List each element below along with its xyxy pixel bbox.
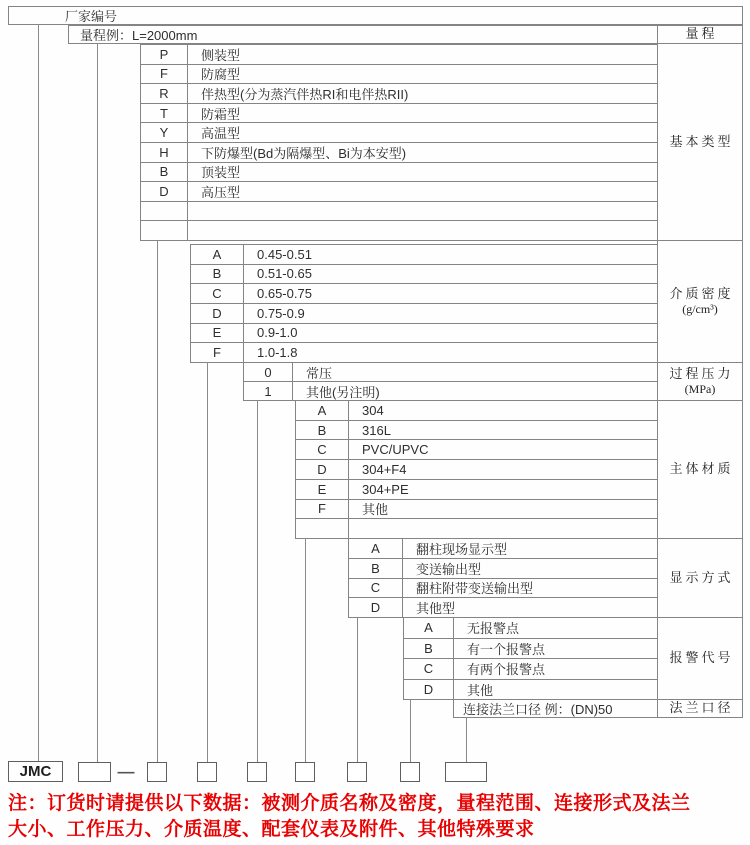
description-cell: 0.51-0.65 <box>257 266 312 282</box>
description-cell: 304+F4 <box>362 461 407 477</box>
alarm-table-row <box>404 680 657 701</box>
basic-table-row <box>141 84 657 104</box>
code-blank-box <box>400 762 420 782</box>
code-cell: F <box>296 500 349 519</box>
model-prefix-box: JMC <box>8 761 63 782</box>
description-cell: 0.65-0.75 <box>257 286 312 302</box>
code-cell <box>141 221 188 240</box>
density-table-row <box>191 324 657 344</box>
alarm-table-row <box>404 659 657 680</box>
leader-line <box>357 617 358 762</box>
description-cell: 1.0-1.8 <box>257 345 298 361</box>
side-label-range: 量程 <box>657 25 743 44</box>
order-note <box>8 791 748 843</box>
leader-line <box>257 400 258 762</box>
description-cell: PVC/UPVC <box>362 442 429 458</box>
display-mode-table <box>348 538 658 618</box>
leader-line <box>157 240 158 762</box>
flange-size-text: 连接法兰口径 例：(DN)50 <box>463 702 613 717</box>
material-table-row <box>296 401 657 421</box>
pressure-table-row <box>244 363 657 382</box>
description-cell: 高温型 <box>201 126 241 142</box>
leader-line <box>38 24 39 762</box>
code-cell: A <box>349 539 403 558</box>
code-cell: C <box>191 284 244 303</box>
description-cell: 0.9-1.0 <box>257 325 298 341</box>
description-cell: 防霜型 <box>201 106 241 122</box>
code-cell: 1 <box>244 382 293 400</box>
description-cell: 有两个报警点 <box>467 662 546 678</box>
basic-table-row <box>141 202 657 222</box>
description-cell: 无报警点 <box>467 621 520 637</box>
material-table-row <box>296 519 657 539</box>
code-cell: R <box>141 84 188 103</box>
density-table-row <box>191 245 657 265</box>
separator-dash: — <box>117 762 135 781</box>
description-cell: 316L <box>362 422 391 438</box>
side-label-body-material: 主体材质 <box>657 400 743 539</box>
description-cell: 下防爆型(Bd为隔爆型、Bi为本安型) <box>201 145 407 161</box>
leader-line <box>305 538 306 762</box>
medium-density-table <box>190 244 658 363</box>
side-label-basic-type: 基本类型 <box>657 43 743 241</box>
body-material-table <box>295 400 658 539</box>
description-cell: 其他(另注明) <box>306 384 380 400</box>
basic-table-row <box>141 221 657 241</box>
material-table-row <box>296 440 657 460</box>
code-blank-box <box>78 762 111 782</box>
description-cell: 有一个报警点 <box>467 641 546 657</box>
description-cell: 常压 <box>306 365 333 381</box>
leader-line <box>207 362 208 762</box>
code-cell: C <box>296 440 349 459</box>
description-cell: 变送输出型 <box>416 561 482 577</box>
order-note-line2: 大小、工作压力、介质温度、配套仪表及附件、其他特殊要求 <box>8 818 535 840</box>
code-cell: D <box>404 680 454 700</box>
pressure-table-row <box>244 382 657 401</box>
side-label-process-pressure: 过程压力 (MPa) <box>657 362 743 401</box>
code-blank-box <box>247 762 267 782</box>
code-blank-box <box>295 762 315 782</box>
basic-table-row <box>141 182 657 202</box>
code-cell: E <box>296 480 349 499</box>
display-table-row <box>349 539 657 559</box>
description-cell: 侧装型 <box>201 47 241 63</box>
code-cell: F <box>191 343 244 362</box>
density-table-row <box>191 304 657 324</box>
code-cell: B <box>296 421 349 440</box>
code-cell: D <box>191 304 244 323</box>
basic-table-row <box>141 123 657 143</box>
factory-code-label: 厂家编号 <box>65 9 118 24</box>
description-cell: 顶装型 <box>201 165 241 181</box>
material-table-row <box>296 480 657 500</box>
code-cell: A <box>191 245 244 264</box>
basic-table-row <box>141 143 657 163</box>
code-cell: Y <box>141 123 188 142</box>
code-cell: B <box>191 265 244 284</box>
code-cell: C <box>404 659 454 679</box>
code-blank-box <box>147 762 167 782</box>
description-cell <box>349 519 657 538</box>
alarm-code-table <box>403 617 658 700</box>
display-table-row <box>349 559 657 579</box>
code-cell: H <box>141 143 188 162</box>
description-cell: 304 <box>362 402 384 418</box>
description-cell: 其他型 <box>416 601 456 617</box>
code-blank-box <box>197 762 217 782</box>
factory-code-row <box>8 6 743 25</box>
alarm-table-row <box>404 639 657 660</box>
order-note-line1: 注：订货时请提供以下数据：被测介质名称及密度，量程范围、连接形式及法兰 <box>8 793 691 814</box>
code-cell: A <box>296 401 349 420</box>
code-cell: D <box>141 182 188 201</box>
basic-type-table <box>140 44 658 241</box>
description-cell <box>188 221 657 240</box>
basic-table-row <box>141 45 657 65</box>
description-cell: 304+PE <box>362 481 409 497</box>
density-table-row <box>191 265 657 285</box>
side-label-alarm-code: 报警代号 <box>657 617 743 700</box>
code-cell: E <box>191 324 244 343</box>
description-cell: 翻柱附带变送输出型 <box>416 581 534 597</box>
description-cell: 翻柱现场显示型 <box>416 541 508 557</box>
side-label-flange-size: 法兰口径 <box>657 699 743 718</box>
code-cell: F <box>141 65 188 84</box>
description-cell: 0.75-0.9 <box>257 305 305 321</box>
code-blank-box <box>347 762 367 782</box>
basic-table-row <box>141 163 657 183</box>
description-cell: 高压型 <box>201 184 241 200</box>
code-cell: B <box>404 639 454 659</box>
description-cell <box>188 202 657 221</box>
basic-table-row <box>141 104 657 124</box>
code-cell: B <box>141 163 188 182</box>
material-table-row <box>296 500 657 520</box>
density-table-row <box>191 284 657 304</box>
side-label-medium-density: 介质密度 (g/cm³) <box>657 240 743 363</box>
description-cell: 伴热型(分为蒸汽伴热RI和电伴热RII) <box>201 86 409 102</box>
leader-line <box>466 717 467 762</box>
description-cell: 0.45-0.51 <box>257 246 312 262</box>
density-table-row <box>191 343 657 363</box>
code-cell: C <box>349 579 403 598</box>
range-example-row <box>68 25 743 44</box>
display-table-row <box>349 579 657 599</box>
leader-line <box>97 43 98 762</box>
alarm-table-row <box>404 618 657 639</box>
description-cell: 其他 <box>467 682 494 698</box>
side-label-display-mode: 显示方式 <box>657 538 743 618</box>
display-table-row <box>349 598 657 618</box>
code-cell: D <box>296 460 349 479</box>
flange-size-row <box>453 699 658 718</box>
code-cell: T <box>141 104 188 123</box>
code-cell: 0 <box>244 363 293 381</box>
code-cell: P <box>141 45 188 64</box>
description-cell: 防腐型 <box>201 67 241 83</box>
range-example-text: 量程例：L=2000mm <box>80 28 198 43</box>
code-blank-box <box>445 762 487 782</box>
leader-line <box>410 699 411 762</box>
code-cell: D <box>349 598 403 617</box>
code-cell <box>141 202 188 221</box>
code-cell: B <box>349 559 403 578</box>
material-table-row <box>296 460 657 480</box>
code-cell: A <box>404 618 454 638</box>
process-pressure-table <box>243 362 658 401</box>
code-cell <box>296 519 349 538</box>
description-cell: 其他 <box>362 502 389 518</box>
material-table-row <box>296 421 657 441</box>
basic-table-row <box>141 65 657 85</box>
